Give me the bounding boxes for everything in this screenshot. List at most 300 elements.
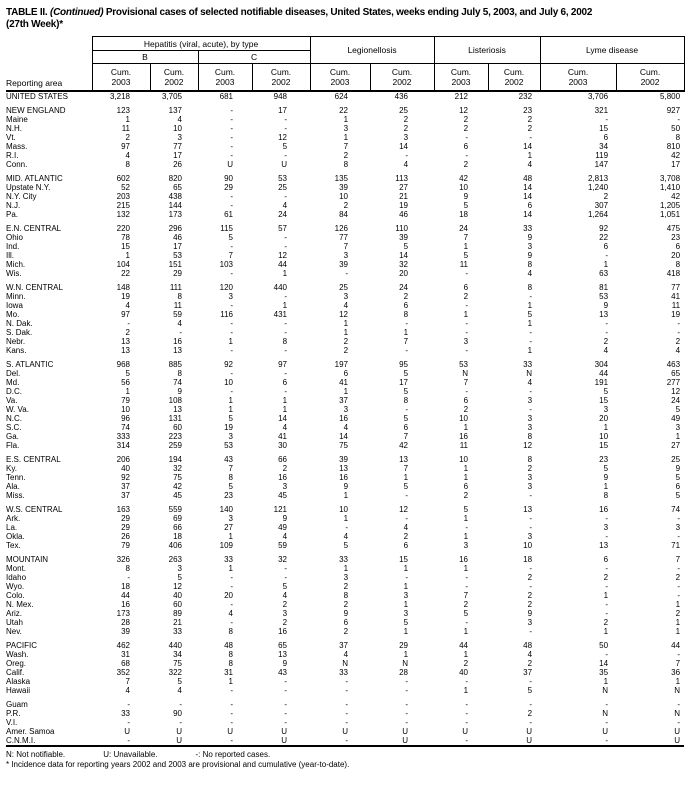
value-cell: U: [526, 735, 533, 745]
value-cell: 97: [121, 309, 130, 319]
value-cell: -: [284, 685, 288, 695]
value-cell: 2: [282, 617, 288, 627]
value-cell: 14: [399, 250, 409, 260]
value-cell: 2: [343, 581, 349, 591]
value-cell: 25: [339, 282, 349, 292]
reporting-area-cell: Tex.: [6, 540, 21, 550]
value-cell: 220: [116, 223, 130, 233]
cum-label: Cum.: [163, 66, 185, 77]
value-cell: -: [284, 708, 288, 718]
legend-not-notifiable: N: Not notifiable.: [6, 749, 66, 759]
value-cell: 2: [603, 336, 609, 346]
table-row: [6, 582, 684, 591]
value-cell: -: [230, 617, 233, 627]
year-label: 2003: [568, 76, 588, 87]
value-cell: 3: [463, 540, 469, 550]
value-cell: 11: [671, 300, 681, 310]
value-cell: 46: [173, 232, 182, 242]
reporting-area-cell: Upstate N.Y.: [6, 182, 51, 192]
value-cell: 8: [228, 472, 233, 482]
value-cell: 14: [523, 141, 533, 151]
value-cell: -: [284, 572, 288, 582]
table-row: [6, 523, 684, 532]
value-cell: 206: [116, 454, 130, 464]
value-cell: 27: [224, 522, 233, 532]
value-cell: 1: [463, 563, 469, 573]
value-cell: 3: [603, 404, 609, 414]
value-cell: 7: [343, 141, 349, 151]
value-cell: 3: [527, 413, 533, 423]
table-row: [6, 641, 684, 650]
table-row: [6, 482, 684, 491]
value-cell: 33: [339, 554, 349, 564]
value-cell: 440: [168, 640, 182, 650]
value-cell: 40: [121, 463, 130, 473]
value-cell: 21: [399, 191, 409, 201]
value-cell: 71: [671, 540, 681, 550]
value-cell: 885: [168, 359, 182, 369]
value-cell: 8: [125, 159, 130, 169]
value-cell: 406: [168, 540, 182, 550]
value-cell: 3: [228, 513, 233, 523]
value-cell: 2: [527, 572, 533, 582]
value-cell: 1: [228, 676, 233, 686]
value-cell: 116: [220, 309, 233, 319]
value-cell: -: [284, 318, 288, 328]
value-cell: 41: [339, 377, 349, 387]
value-cell: N: [674, 685, 681, 695]
value-cell: 6: [343, 617, 349, 627]
value-cell: 3: [403, 590, 409, 600]
value-cell: -: [284, 291, 288, 301]
value-cell: 326: [116, 554, 130, 564]
value-cell: 84: [339, 209, 349, 219]
value-cell: 163: [116, 504, 130, 514]
value-cell: 6: [463, 481, 469, 491]
value-cell: -: [465, 617, 469, 627]
value-cell: 41: [671, 291, 681, 301]
value-cell: 3,218: [109, 91, 130, 101]
value-cell: 23: [671, 232, 681, 242]
value-cell: 5: [403, 481, 409, 491]
value-cell: 4: [527, 649, 533, 659]
value-cell: 2: [527, 708, 533, 718]
reporting-area-cell: Conn.: [6, 159, 28, 169]
value-cell: -: [605, 735, 609, 745]
reporting-area-cell: Idaho: [6, 572, 27, 582]
value-cell: -: [405, 513, 409, 523]
value-cell: -: [345, 735, 349, 745]
reporting-area-cell: Md.: [6, 377, 20, 387]
table-row: [6, 414, 684, 423]
value-cell: -: [230, 685, 233, 695]
value-cell: -: [230, 708, 233, 718]
value-cell: 2: [463, 291, 469, 301]
value-cell: U: [176, 726, 182, 736]
value-cell: 13: [121, 345, 130, 355]
value-cell: 95: [399, 359, 409, 369]
value-cell: 6: [603, 241, 609, 251]
value-cell: 42: [671, 191, 681, 201]
value-cell: 4: [343, 300, 349, 310]
col-header-hepb-2003: [92, 64, 150, 91]
value-cell: 90: [173, 708, 182, 718]
value-cell: 16: [459, 431, 469, 441]
value-cell: 44: [121, 590, 130, 600]
value-cell: 15: [599, 440, 609, 450]
value-cell: 52: [121, 182, 130, 192]
value-cell: 203: [116, 191, 130, 201]
value-cell: -: [529, 717, 533, 727]
value-cell: 37: [339, 640, 349, 650]
table-row: [6, 464, 684, 473]
value-cell: 15: [399, 554, 409, 564]
value-cell: 2: [463, 599, 469, 609]
reporting-area-cell: N. Dak.: [6, 318, 33, 328]
value-cell: 1: [463, 241, 469, 251]
value-cell: 48: [523, 173, 533, 183]
value-cell: U: [402, 735, 409, 745]
value-cell: 7: [675, 658, 681, 668]
table-row: [6, 618, 684, 627]
reporting-area-cell: S. Dak.: [6, 327, 33, 337]
value-cell: 173: [116, 608, 130, 618]
value-cell: 1: [463, 422, 469, 432]
table-row: [6, 292, 684, 301]
value-cell: 63: [599, 268, 609, 278]
table-row: [6, 346, 684, 355]
value-cell: 9: [282, 513, 288, 523]
value-cell: -: [230, 141, 233, 151]
value-cell: 14: [523, 191, 533, 201]
value-cell: -: [284, 345, 288, 355]
value-cell: 1: [125, 114, 130, 124]
value-cell: 24: [399, 282, 409, 292]
value-cell: 16: [339, 472, 349, 482]
value-cell: -: [405, 404, 409, 414]
table-row: [6, 183, 684, 192]
reporting-area-header: Reporting area: [6, 37, 92, 91]
value-cell: 1,264: [588, 209, 609, 219]
reporting-area-cell: N.Y. City: [6, 191, 37, 201]
value-cell: -: [677, 717, 681, 727]
value-cell: 8: [527, 431, 533, 441]
value-cell: 33: [523, 223, 533, 233]
value-cell: U: [227, 159, 233, 169]
value-cell: 45: [173, 490, 182, 500]
value-cell: 151: [168, 259, 182, 269]
value-cell: -: [529, 626, 533, 636]
value-cell: -: [677, 581, 681, 591]
value-cell: 440: [273, 282, 288, 292]
value-cell: 8: [527, 282, 533, 292]
value-cell: -: [605, 563, 609, 573]
value-cell: 3: [343, 250, 349, 260]
value-cell: -: [465, 522, 469, 532]
value-cell: 263: [168, 554, 182, 564]
value-cell: U: [227, 726, 233, 736]
value-cell: 1,410: [660, 182, 681, 192]
value-cell: 2: [343, 599, 349, 609]
table-row: [6, 124, 684, 133]
value-cell: 1: [228, 404, 233, 414]
value-cell: 66: [173, 522, 182, 532]
value-cell: 131: [168, 413, 182, 423]
value-cell: 65: [278, 640, 288, 650]
col-header-hepb-2002: [150, 64, 198, 91]
cum-label: Cum.: [450, 66, 472, 77]
value-cell: 13: [173, 404, 182, 414]
value-cell: 4: [282, 422, 288, 432]
value-cell: 27: [671, 440, 681, 450]
value-cell: 53: [224, 440, 233, 450]
value-cell: 23: [523, 105, 533, 115]
value-cell: U: [526, 726, 533, 736]
table-row: [6, 441, 684, 450]
value-cell: 624: [334, 91, 349, 101]
value-cell: 4: [527, 377, 533, 387]
value-cell: 30: [278, 440, 288, 450]
value-cell: 12: [278, 250, 288, 260]
value-cell: U: [602, 726, 609, 736]
reporting-area-cell: Oreg.: [6, 658, 27, 668]
value-cell: -: [677, 513, 681, 523]
value-cell: 74: [121, 422, 130, 432]
value-cell: 1: [228, 531, 233, 541]
value-cell: 8: [228, 658, 233, 668]
value-cell: 60: [173, 422, 182, 432]
value-cell: -: [605, 608, 609, 618]
value-cell: 29: [399, 640, 409, 650]
value-cell: -: [465, 318, 469, 328]
value-cell: 2: [403, 531, 409, 541]
value-cell: U: [281, 159, 288, 169]
value-cell: 14: [523, 209, 533, 219]
reporting-area-cell: V.I.: [6, 717, 18, 727]
value-cell: 1: [343, 318, 349, 328]
reporting-area-cell: Mass.: [6, 141, 28, 151]
value-cell: 4: [282, 531, 288, 541]
value-cell: 20: [671, 250, 681, 260]
value-cell: 212: [454, 91, 469, 101]
reporting-area-cell: N.J.: [6, 200, 21, 210]
value-cell: 48: [523, 640, 533, 650]
value-cell: 1: [125, 250, 130, 260]
reporting-area-cell: Miss.: [6, 490, 25, 500]
value-cell: 65: [671, 368, 681, 378]
value-cell: 12: [523, 440, 533, 450]
value-cell: 7: [463, 377, 469, 387]
value-cell: 14: [399, 141, 409, 151]
value-cell: -: [284, 563, 288, 573]
value-cell: N: [526, 368, 533, 378]
table-row: [6, 505, 684, 514]
value-cell: -: [605, 250, 609, 260]
value-cell: 110: [395, 223, 409, 233]
reporting-area-cell: Fla.: [6, 440, 20, 450]
value-cell: 10: [459, 413, 469, 423]
value-cell: 418: [666, 268, 681, 278]
value-cell: -: [230, 717, 233, 727]
value-cell: 33: [523, 359, 533, 369]
value-cell: 2: [527, 114, 533, 124]
value-cell: 9: [603, 472, 609, 482]
value-cell: -: [529, 676, 533, 686]
value-cell: U: [124, 726, 130, 736]
value-cell: 4: [675, 345, 681, 355]
value-cell: 8: [527, 454, 533, 464]
value-cell: 2: [463, 159, 469, 169]
value-cell: 173: [168, 209, 182, 219]
value-cell: 126: [334, 223, 349, 233]
table-row: [6, 405, 684, 414]
table-row: [6, 668, 684, 677]
value-cell: 22: [339, 105, 349, 115]
value-cell: 92: [121, 472, 130, 482]
value-cell: 5,800: [660, 91, 681, 101]
value-cell: 8: [603, 490, 609, 500]
value-cell: 37: [523, 667, 533, 677]
value-cell: 5: [403, 241, 409, 251]
value-cell: 2: [403, 123, 409, 133]
value-cell: 3,708: [660, 173, 681, 183]
value-cell: 6: [403, 540, 409, 550]
value-cell: 7: [463, 232, 469, 242]
reporting-area-cell: Mont.: [6, 563, 27, 573]
value-cell: 29: [121, 513, 130, 523]
value-cell: 14: [339, 431, 349, 441]
reporting-area-cell: Mo.: [6, 309, 20, 319]
value-cell: 4: [343, 422, 349, 432]
value-cell: 123: [116, 105, 130, 115]
col-header-lyme-2002: [616, 64, 684, 91]
value-cell: -: [605, 649, 609, 659]
table-row: [6, 727, 684, 736]
value-cell: 18: [173, 531, 182, 541]
value-cell: 77: [173, 141, 182, 151]
value-cell: 8: [282, 336, 288, 346]
value-cell: -: [605, 114, 609, 124]
table-row: [6, 555, 684, 564]
value-cell: 3: [603, 522, 609, 532]
value-cell: 113: [395, 173, 409, 183]
value-cell: 6: [343, 368, 349, 378]
value-cell: 8: [675, 132, 681, 142]
value-cell: -: [405, 490, 409, 500]
value-cell: 37: [121, 481, 130, 491]
value-cell: -: [179, 699, 182, 709]
table-row: [6, 251, 684, 260]
table-title: [6, 7, 684, 31]
value-cell: -: [677, 327, 681, 337]
value-cell: 2: [675, 572, 681, 582]
value-cell: 42: [399, 440, 409, 450]
value-cell: 1: [403, 327, 409, 337]
value-cell: 2: [527, 599, 533, 609]
year-label: 2003: [111, 76, 131, 87]
value-cell: 57: [278, 223, 288, 233]
value-cell: 13: [173, 345, 182, 355]
value-cell: 5: [228, 232, 233, 242]
value-cell: 3: [177, 132, 182, 142]
value-cell: -: [465, 300, 469, 310]
value-cell: -: [529, 132, 533, 142]
value-cell: 4: [125, 685, 130, 695]
value-cell: 12: [173, 581, 182, 591]
value-cell: 2: [527, 658, 533, 668]
value-cell: U: [462, 726, 469, 736]
col-header-lyme-2003: [540, 64, 616, 91]
value-cell: -: [465, 699, 469, 709]
value-cell: 17: [671, 159, 681, 169]
value-cell: -: [529, 563, 533, 573]
table-row: [6, 736, 684, 746]
value-cell: 3: [282, 608, 288, 618]
value-cell: 1: [282, 404, 288, 414]
reporting-area-cell: MOUNTAIN: [6, 554, 49, 564]
value-cell: -: [405, 318, 409, 328]
value-cell: -: [405, 345, 409, 355]
table-row: [6, 686, 684, 695]
value-cell: 8: [177, 291, 182, 301]
value-cell: 1: [675, 599, 681, 609]
value-cell: 5: [463, 608, 469, 618]
value-cell: -: [284, 676, 288, 686]
value-cell: 1: [603, 259, 609, 269]
year-label: 2002: [504, 76, 524, 87]
value-cell: 8: [228, 626, 233, 636]
value-cell: -: [677, 590, 681, 600]
value-cell: 1,205: [660, 200, 681, 210]
value-cell: 42: [671, 150, 681, 160]
value-cell: 1,240: [588, 182, 609, 192]
value-cell: 223: [168, 431, 182, 441]
cum-label: Cum.: [110, 66, 132, 77]
value-cell: -: [284, 123, 288, 133]
value-cell: -: [179, 717, 182, 727]
value-cell: 8: [675, 259, 681, 269]
value-cell: 33: [121, 708, 130, 718]
value-cell: 33: [224, 554, 233, 564]
table-row: [6, 301, 684, 310]
lyme-disease-header: Lyme disease: [540, 37, 684, 64]
hepatitis-c-header: C: [198, 51, 310, 64]
value-cell: 1: [527, 300, 533, 310]
reporting-area-cell: Okla.: [6, 531, 25, 541]
table-row: [6, 233, 684, 242]
reporting-area-cell: Minn.: [6, 291, 26, 301]
value-cell: 75: [173, 472, 182, 482]
value-cell: 7: [228, 463, 233, 473]
value-cell: 333: [116, 431, 130, 441]
value-cell: 948: [273, 91, 288, 101]
value-cell: U: [176, 735, 182, 745]
value-cell: 1: [403, 581, 409, 591]
value-cell: 6: [463, 282, 469, 292]
value-cell: 111: [169, 282, 182, 292]
value-cell: 2,813: [588, 173, 609, 183]
table-title-week: (27th Week)*: [6, 19, 63, 30]
value-cell: 11: [173, 300, 182, 310]
value-cell: 115: [220, 223, 233, 233]
value-cell: 810: [666, 141, 681, 151]
table-row: [6, 160, 684, 169]
value-cell: 16: [121, 599, 130, 609]
col-header-listeriosis-2003: [434, 64, 488, 91]
value-cell: 18: [523, 554, 533, 564]
table-row: [6, 718, 684, 727]
value-cell: 5: [343, 540, 349, 550]
